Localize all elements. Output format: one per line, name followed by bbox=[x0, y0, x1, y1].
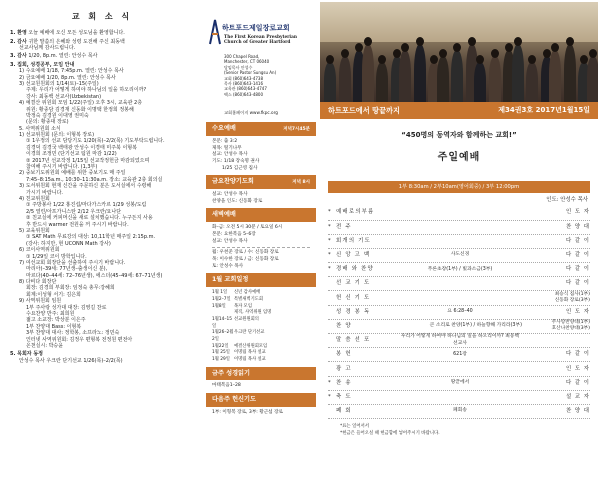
news-detail-line: 회장: 김경희 부회장: 임정숙 총무:강혜희 bbox=[26, 285, 115, 292]
news-detail-line: 젊고 소교장: 박상분 이은주 bbox=[26, 317, 86, 324]
news-detail-line: 1부 찬양대 Bass: 이형복 bbox=[26, 323, 82, 330]
news-detail-line: ② 친교실에 커피머신을 새로 설치했습니다. 누구든지 사용 bbox=[26, 215, 153, 222]
news-detail-line: (강사: 하지만, 현 UCONN Math 강사) bbox=[26, 240, 111, 247]
news-detail-line: 선교사님께 감사드립니다. bbox=[19, 45, 76, 52]
news-detail-line: ① 주방봉사 1/22 홍진섭/마다가스카르 1/29 성봉/도림 bbox=[26, 202, 147, 209]
news-detail-line: 마르다(40–44세: 72–76년생), 에스더(45–49세: 67–71년생) bbox=[26, 272, 163, 279]
news-detail-line: 수요찬양 반주: 최희원 bbox=[26, 311, 75, 318]
worship-order-row: 찬 양 큰 소리로 찬양(1부) / 하늘향해 가리라(3부) 주사랑찬양대(1부) 호산나찬양대(3부) bbox=[328, 320, 590, 334]
next-prayer-text: 1부: 이형복 장로, 3부: 황근섭 장로 bbox=[212, 410, 283, 416]
church-name-korean: 하트포드제일장로교회 bbox=[222, 24, 290, 32]
news-detail-line: 6) 코이사역위원회 bbox=[19, 247, 60, 254]
news-detail-line: 참여해 주시기 바랍니다. (1,3부) bbox=[26, 164, 98, 171]
worship-order-row: * 축 도 설 교 자 bbox=[328, 391, 590, 405]
friday-prayer-header: 금요찬양기도회 저녁 8시 bbox=[206, 175, 316, 189]
schedule-row: 1월22일 예결산위원회모임 bbox=[212, 343, 268, 349]
news-detail-line: 위원: 황종담 김경재 신동화 이명택 한정희 정봉해 bbox=[26, 106, 134, 113]
worship-order-row: * 예배로의부름 인 도 자 bbox=[328, 206, 590, 220]
schedule-row: 1월 25일 이명림 목사 설교 bbox=[212, 350, 266, 356]
news-detail-line: 5. 사역위원회 소식 bbox=[19, 125, 61, 132]
congregation-photo bbox=[320, 2, 598, 102]
schedule-row: 1월26–2월2일 우크란 단기선교 bbox=[212, 330, 265, 342]
church-motto: “450명의 동역자와 함께하는 교회!” bbox=[401, 131, 517, 139]
news-detail-line: 3) 도서위원회 현재 신간을 주문하신 분은 도서실에서 수령해 bbox=[19, 183, 152, 190]
worship-order-row: * 경배 와 찬양 푸른초장(1부) / 빛과소금(3부) 다 같 이 bbox=[328, 263, 590, 277]
service-title: 주일예배 bbox=[437, 151, 481, 163]
dawn-service-header: 새벽예배 bbox=[206, 208, 316, 222]
wednesday-service-details: 본문: 출 3:2 제목: 떨기나무 설교: 안성수 목사 기도: 1/18 장숙명 권사 1/25 김근영 집사 bbox=[212, 138, 260, 171]
news-detail-line: ② 2017년 선교작정 1/15일 선교작정헌금 마감되었으며 bbox=[26, 157, 150, 164]
monthly-schedule-header: 1월 교회일정 bbox=[206, 273, 316, 287]
news-detail-line: 이경희 조정민 (단기선교 팀원 마감 1/22) bbox=[26, 151, 117, 158]
bible-reading-text: 마태복음1–28 bbox=[212, 383, 241, 389]
news-detail-line: 9) 사역위원회 임원 bbox=[19, 298, 62, 305]
worship-order-row: 봉 헌 621장 다 같 이 bbox=[328, 348, 590, 362]
news-detail-line: 후 반드시 warmer 전원을 꺼 주시기 바랍니다. bbox=[26, 221, 129, 228]
news-detail-line: 가시기 바랍니다. bbox=[26, 189, 63, 196]
news-detail-line: (문의: 황종대 장로) bbox=[26, 119, 69, 126]
news-detail-line: 7) 여선교회 회장단을 선출하여 주시기 바랍니다. bbox=[19, 259, 126, 266]
service-times: 1부 8:30am / 2부10am(영어회중) / 3부 12:00pm bbox=[328, 181, 590, 194]
news-detail-line: 7:45–8:15a.m., 10:30–11:30a.m. 장소: 교육관 2층 회의실 bbox=[26, 176, 163, 183]
dawn-service-details: 화–금: 오전 5시 30분 / 토요일 6시 본문: 요한복음 5–6장 설교: 안성수 목사 월: 우천준 장로 / 수: 신동화 장로 목: 이수한 장로 / 금: 신동화 장로 토: 안성수 목사 bbox=[206, 222, 316, 273]
church-name-english: The First Korean Presbyterian Church of Greater Hartford bbox=[224, 35, 297, 46]
worship-order-row: 선 교 기 도 다 같 이 bbox=[328, 277, 590, 291]
worship-order-row: 광 고 인 도 자 bbox=[328, 362, 590, 376]
news-item: 3. 집회, 성경공부, 모임 안내 1) 수요예배 1/18, 7:45p.m. 열린: 안성수 목사 2) 금요예배 1/20, 8p.m. 열린: 안성수 목사 3) 선교원원회의 1/14(토)–15(주일) 주제: 우리가 어떻게 하여야 하나님의 일을 하오리이까? 강사: 최동백 선교사(Uzbekistan) 4) 예결산 위원회 모임 1/22(주일) 오후 3시, 교육관 2층 위원: 황종담 김경재 신동화 이명택 한정희 정봉해 박정숙 김경원 이대영 권미숙 (문의: 황종대 장로) 5. 사역위원회 소식 1) 선교위원회 (문의: 이형복 장로) ① 1우정의 선교 담당기도 1/20(목)–2/2(목) 기도부탁드립니다. 김경덕 김경국 백태광 안성수 이경태 미주북 이형복 이경희 조정민 (단기선교 팀원 마감 1/22) ② 2017년 선교작정 1/15일 선교작정헌금 마감되었으며 참여해 주시기 바랍니다. (1,3부) 2) 중보기도위원회 예배를 위한 중보기도 매 주일 7:45–8:15a.m., 10:30–11:30a.m. 장소: 교육관 2층 회의실 3) 도서위원회 현재 신간을 주문하신 분은 도서실에서 수령해 가시기 바랍니다. 4) 친교위원회 ① 주방봉사 1/22 홍진섭/마다가스카르 1/29 성봉/도림 2/5 열린/아프가니스탄 2/12 우크란/요나단 ② 친교실에 커피머신을 새로 설치했습니다. 누구든지 사용 후 반드시 warmer 전원을 꺼 주시기 바랍니다. 5) 교육위원회 ① SAT Math 무료강의 대상: 10,11학년 매주일 2:15p.m. (강사: 하지만, 현 UCONN Math 강사) 6) 코이사역위원회 ① 1/29일 코이 방학입니다. 7) 여선교회 회장단을 선출하여 주시기 바랍니다. 마리아(–39세: 77년생–출생이신 분), 마르다(40–44세: 72–76년생), 에스더(45–49세: 67–71년생) 8) 다비다 회장단 회장: 김경희 부회장: 임정숙 총무:강혜희 회계:이성형 서기: 김은희 9) 사역위원회 임원 1부 주사랑 성가대 대장: 김영길 찬로 수요찬양 반주: 최희원 젊고 소교장: 박상분 이은주 1부 찬양대 Bass: 이형복 3부 찬양대 대사: 정학봉, 소프라노: 정민숙 인터넷 사역위원회: 김정우 편형복 전정원 편전아 온천실시: 박승윤 bbox=[10, 62, 200, 350]
news-detail-line: 주제: 우리가 어떻게 하여야 하나님의 일을 하오리이까? bbox=[26, 87, 147, 94]
monthly-schedule-list bbox=[206, 287, 316, 366]
news-detail-line: 2/5 열린/아프가니스탄 2/12 우크란/요나단 bbox=[26, 208, 122, 215]
bulletin-banner bbox=[320, 102, 598, 119]
worship-order-row: * 전 주 찬 양 대 bbox=[328, 221, 590, 235]
news-detail-line: 8) 다비다 회장단 bbox=[19, 279, 57, 286]
news-detail-line: 1) 수요예배 1/18, 7:45p.m. 열린: 안성수 목사 bbox=[19, 68, 124, 75]
schedule-row: 1월8일 목자 모임 bbox=[212, 303, 252, 309]
service-leader: 인도: 안성수 목사 bbox=[546, 197, 588, 204]
news-detail-line: 2) 중보기도위원회 예배를 위한 중보기도 매 주일 bbox=[19, 170, 126, 177]
news-detail-line: 2) 금요예배 1/20, 8p.m. 열린: 안성수 목사 bbox=[19, 74, 116, 81]
banner-issue-date: 제34권3호 2017년1월15일 bbox=[498, 106, 590, 115]
schedule-row: 1월 29일 이명림 목사 설교 bbox=[212, 356, 266, 362]
worship-order-row: * 찬 송 땅끝에서 다 같 이 bbox=[328, 377, 590, 391]
news-detail-line: ① 1우정의 선교 담당기도 1/20(목)–2/2(목) 기도부탁드립니다. bbox=[26, 138, 165, 145]
worship-order-panel bbox=[320, 119, 598, 477]
news-detail-line: ① 1/29일 코이 방학입니다. bbox=[26, 253, 87, 260]
news-detail-line: 4) 친교위원회 bbox=[19, 196, 50, 202]
next-prayer-header: 다음주 헌신기도 bbox=[206, 393, 316, 407]
news-detail-line: 마리아(–39세: 77년생–출생이신 분), bbox=[26, 266, 108, 273]
news-detail-line: 1부 주사랑 성가대 대장: 김영길 찬로 bbox=[26, 304, 107, 311]
news-item: 2. 감사 귀한 말씀의 은혜와 성령 도전해 주신 최동백 선교사님께 감사드립니다. bbox=[10, 39, 200, 52]
bible-reading-header: 금주 성경읽기 bbox=[206, 367, 316, 381]
news-item: 1. 환영 오늘 예배에 오신 모든 성도님을 환영합니다. bbox=[10, 30, 125, 37]
news-detail-line: 박정숙 김경원 이대영 권미숙 bbox=[26, 112, 89, 119]
church-website: 교회홈페이지 www.fkpc.org bbox=[224, 110, 278, 115]
schedule-row: 1월2–7일 특별새벽기도회 bbox=[212, 296, 264, 302]
friday-prayer-details: 설교: 안성수 목사 찬양을 인도: 신동화 장로 bbox=[212, 192, 263, 204]
news-detail-line: 안성수 목사 우크란 단기선교 1/26(목)–2/2(목) bbox=[19, 357, 123, 364]
schedule-row: 제직, 사역위원 임명 bbox=[234, 310, 272, 316]
news-detail-line: 회계:이성형 서기: 김은희 bbox=[26, 291, 81, 298]
news-list bbox=[4, 30, 200, 364]
news-detail-line: 4) 예결산 위원회 모임 1/22(주일) 오후 3시, 교육관 2층 bbox=[19, 100, 143, 107]
news-item: 5. 목회자 동정 안성수 목사 우크란 단기선교 1/26(목)–2/2(목) bbox=[10, 351, 200, 364]
news-detail-line: 강사: 최동백 선교사(Uzbekistan) bbox=[26, 93, 102, 100]
news-detail-line: 1) 선교위원회 (문의: 이형복 장로) bbox=[19, 132, 95, 139]
news-detail-line: 김경덕 김경국 백태광 안성수 이경태 미주북 이형복 bbox=[26, 144, 137, 151]
church-logo-icon bbox=[208, 18, 222, 46]
order-of-worship bbox=[320, 206, 598, 419]
worship-order-row: 폐 회 폐회송 찬 양 대 bbox=[328, 405, 590, 419]
worship-order-row: * 회개의 기도 다 같 이 bbox=[328, 235, 590, 249]
news-detail-line: 온천실시: 박승윤 bbox=[26, 342, 64, 349]
news-detail-line: 3부 찬양대 대사: 정학봉, 소프라노: 정민숙 bbox=[26, 330, 120, 337]
schedule-row: 1월 1일 신년 감사예배 bbox=[212, 290, 261, 296]
schedule-row: 1월14–15일 선교원원회의 bbox=[212, 316, 259, 329]
wednesday-service-header: 수요예배 저녁7시45분 bbox=[206, 122, 316, 136]
banner-slogan: 하트포드에서 땅끝까지 bbox=[328, 105, 400, 115]
news-detail-line: ① SAT Math 무료강의 대상: 10,11학년 매주일 2:15p.m. bbox=[26, 234, 156, 241]
worship-order-row: 성 경 봉 독 요 6:28–40 인 도 자 bbox=[328, 306, 590, 320]
church-address: 300 Chapel Road, Manchester, CT 06040 담임목사 안성수 (Senior Pastor Sungsu An) 교회 (860)643-4738 목사 (860)643-1416 교육관 (860)643-4747 팩스 (860)643-4800 bbox=[224, 54, 277, 97]
church-news-panel bbox=[4, 2, 200, 477]
news-title: 교 회 소 식 bbox=[71, 12, 133, 21]
church-header bbox=[206, 2, 316, 122]
news-detail-line: 인터넷 사역위원회: 김정우 편형복 전정원 편전아 bbox=[26, 336, 133, 343]
news-detail-line: 3) 선교원원회의 1/14(토)–15(주일) bbox=[19, 80, 99, 87]
worship-order-row: * 신 앙 고 백 사도신경 다 같 이 bbox=[328, 249, 590, 263]
bulletin-notes: *표는 일어서서 *헌금은 들어오실 때 헌금함에 넣어주시기 바랍니다. bbox=[340, 424, 440, 437]
info-panel bbox=[206, 2, 316, 477]
news-item: 3. 감사 1/20, 8p.m. 열린: 안성수 목사 bbox=[10, 53, 98, 60]
news-detail-line: 5) 교육위원회 bbox=[19, 227, 50, 234]
worship-order-row: 말 씀 선 포 우리가 어떻게 하여야 하나님의 일을 하오리이까? 최동백 선교사 bbox=[328, 334, 590, 348]
worship-order-row: 헌 신 기 도 최승식 집사(1부) 신동화 장로(3부) bbox=[328, 291, 590, 305]
